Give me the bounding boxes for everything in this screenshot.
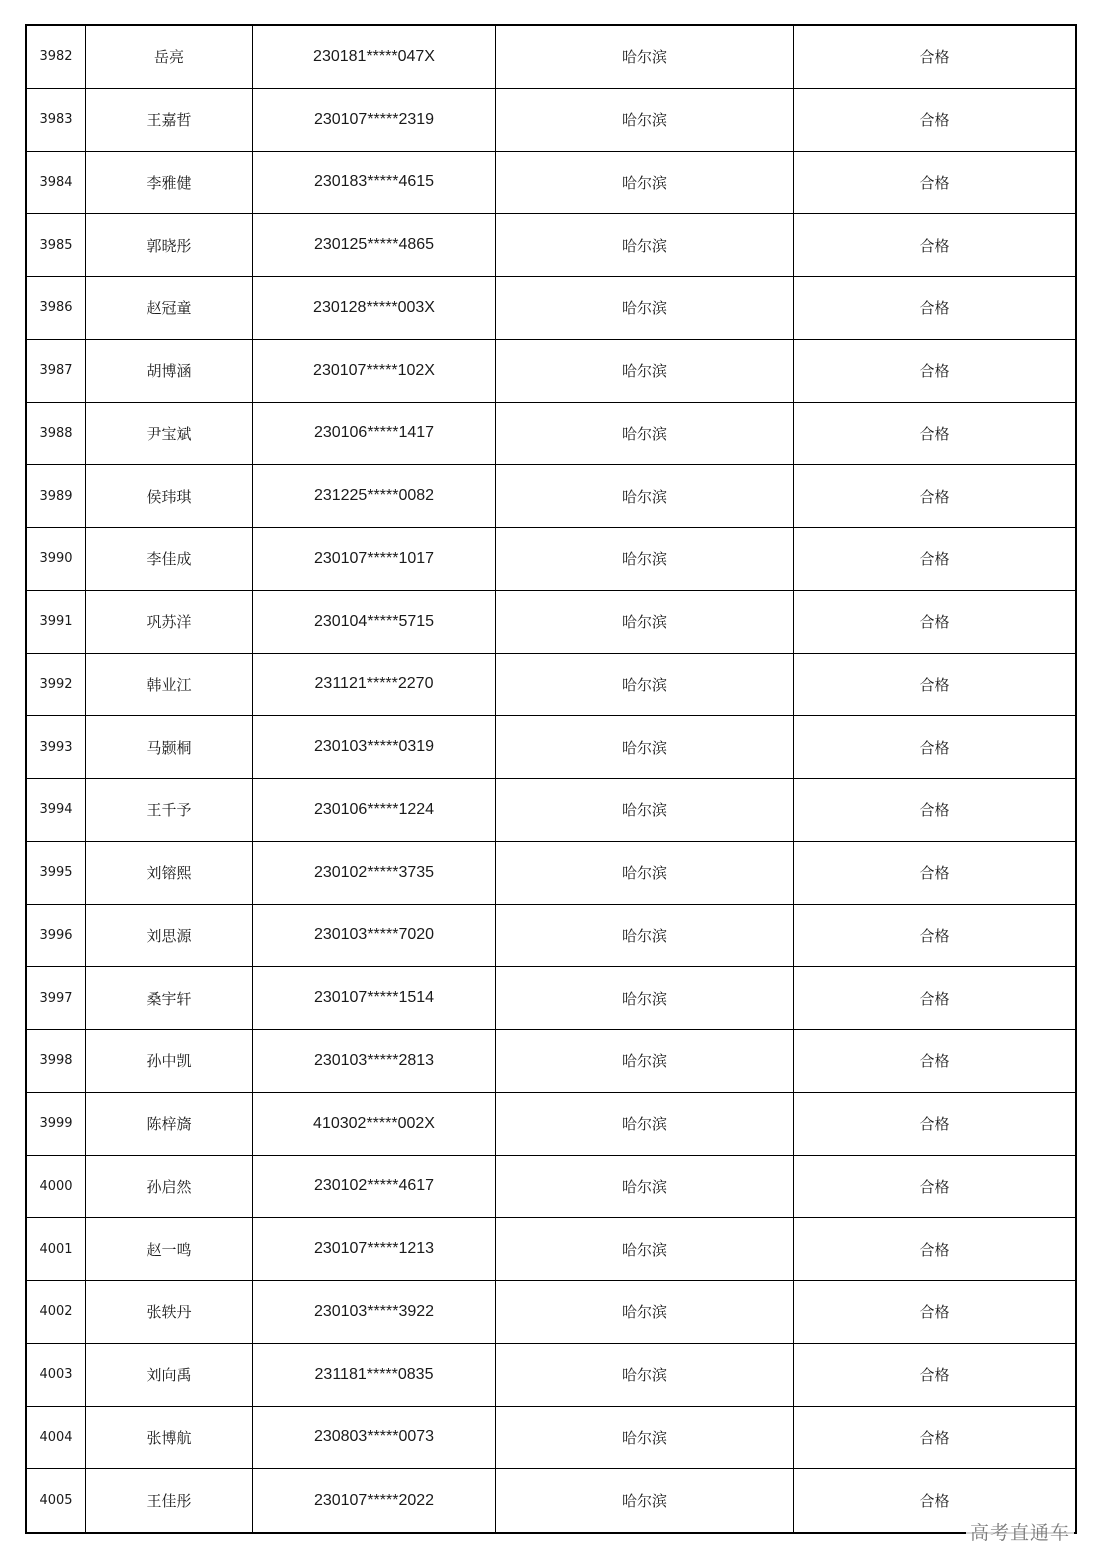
- row-number-cell: 4005: [27, 1469, 86, 1532]
- city-cell: 哈尔滨: [496, 1469, 794, 1532]
- row-number-cell: 3988: [27, 403, 86, 465]
- row-number-cell: 3999: [27, 1093, 86, 1155]
- id-number-cell: 230103*****2813: [253, 1030, 496, 1092]
- name-cell: 刘镕熙: [86, 842, 253, 904]
- table-row: [27, 842, 1075, 905]
- id-number-cell: 230181*****047X: [253, 26, 496, 88]
- id-number-cell: 230106*****1224: [253, 779, 496, 841]
- row-number-cell: 3987: [27, 340, 86, 402]
- id-number-cell: 230106*****1417: [253, 403, 496, 465]
- table-row: [27, 26, 1075, 89]
- id-number-cell: 230803*****0073: [253, 1407, 496, 1469]
- table-row: [27, 89, 1075, 152]
- result-cell: 合格: [919, 989, 950, 1008]
- city-cell: 哈尔滨: [496, 528, 794, 590]
- table-row: [27, 340, 1075, 403]
- row-number-cell: 3997: [27, 967, 86, 1029]
- city-cell: 哈尔滨: [496, 277, 794, 339]
- name-cell: 王佳彤: [86, 1469, 253, 1532]
- city-cell: 哈尔滨: [496, 214, 794, 276]
- result-cell: 合格: [919, 48, 950, 67]
- id-number-cell: 230103*****3922: [253, 1281, 496, 1343]
- result-cell: 合格: [919, 1303, 950, 1322]
- name-cell: 侯玮琪: [86, 465, 253, 527]
- name-cell: 李佳成: [86, 528, 253, 590]
- row-number-cell: 3989: [27, 465, 86, 527]
- name-cell: 陈梓旖: [86, 1093, 253, 1155]
- table-row: [27, 654, 1075, 717]
- result-cell: 合格: [919, 236, 950, 255]
- result-cell: 合格: [919, 1240, 950, 1259]
- row-number-cell: 3994: [27, 779, 86, 841]
- id-number-cell: 230107*****2022: [253, 1469, 496, 1532]
- row-number-cell: 4004: [27, 1407, 86, 1469]
- city-cell: 哈尔滨: [496, 465, 794, 527]
- name-cell: 李雅健: [86, 152, 253, 214]
- row-number-cell: 3995: [27, 842, 86, 904]
- result-cell: 合格: [919, 1115, 950, 1134]
- city-cell: 哈尔滨: [496, 340, 794, 402]
- result-cell: 合格: [919, 362, 950, 381]
- table-row: [27, 1030, 1075, 1093]
- result-cell: 合格: [919, 111, 950, 130]
- name-cell: 岳亮: [86, 26, 253, 88]
- row-number-cell: 3990: [27, 528, 86, 590]
- city-cell: 哈尔滨: [496, 779, 794, 841]
- result-cell: 合格: [919, 738, 950, 757]
- name-cell: 孙中凯: [86, 1030, 253, 1092]
- result-cell: 合格: [919, 1366, 950, 1385]
- table-row: [27, 1469, 1075, 1532]
- result-cell: 合格: [919, 487, 950, 506]
- id-number-cell: 230102*****3735: [253, 842, 496, 904]
- name-cell: 桑宇轩: [86, 967, 253, 1029]
- name-cell: 王嘉哲: [86, 89, 253, 151]
- id-number-cell: 410302*****002X: [253, 1093, 496, 1155]
- table-row: [27, 1218, 1075, 1281]
- table-row: [27, 967, 1075, 1030]
- row-number-cell: 3983: [27, 89, 86, 151]
- row-number-cell: 3992: [27, 654, 86, 716]
- result-cell: 合格: [919, 1177, 950, 1196]
- id-number-cell: 230125*****4865: [253, 214, 496, 276]
- city-cell: 哈尔滨: [496, 403, 794, 465]
- name-cell: 张博航: [86, 1407, 253, 1469]
- result-cell: 合格: [919, 926, 950, 945]
- city-cell: 哈尔滨: [496, 1344, 794, 1406]
- id-number-cell: 231181*****0835: [253, 1344, 496, 1406]
- city-cell: 哈尔滨: [496, 842, 794, 904]
- city-cell: 哈尔滨: [496, 1218, 794, 1280]
- table-row: [27, 1156, 1075, 1219]
- row-number-cell: 3984: [27, 152, 86, 214]
- city-cell: 哈尔滨: [496, 26, 794, 88]
- results-table: [25, 24, 1077, 1534]
- table-row: [27, 905, 1075, 968]
- table-row: [27, 1344, 1075, 1407]
- result-cell: 合格: [919, 1052, 950, 1071]
- row-number-cell: 3986: [27, 277, 86, 339]
- name-cell: 张轶丹: [86, 1281, 253, 1343]
- table-row: [27, 465, 1075, 528]
- name-cell: 刘向禹: [86, 1344, 253, 1406]
- city-cell: 哈尔滨: [496, 89, 794, 151]
- id-number-cell: 230103*****0319: [253, 716, 496, 778]
- city-cell: 哈尔滨: [496, 716, 794, 778]
- name-cell: 胡博涵: [86, 340, 253, 402]
- city-cell: 哈尔滨: [496, 967, 794, 1029]
- name-cell: 刘思源: [86, 905, 253, 967]
- id-number-cell: 230107*****2319: [253, 89, 496, 151]
- city-cell: 哈尔滨: [496, 1407, 794, 1469]
- id-number-cell: 230104*****5715: [253, 591, 496, 653]
- name-cell: 王千予: [86, 779, 253, 841]
- result-cell: 合格: [919, 424, 950, 443]
- name-cell: 赵一鸣: [86, 1218, 253, 1280]
- name-cell: 郭晓彤: [86, 214, 253, 276]
- table-row: [27, 403, 1075, 466]
- result-cell: 合格: [919, 801, 950, 820]
- name-cell: 韩业江: [86, 654, 253, 716]
- id-number-cell: 230183*****4615: [253, 152, 496, 214]
- row-number-cell: 3993: [27, 716, 86, 778]
- table-row: [27, 1093, 1075, 1156]
- id-number-cell: 230107*****1514: [253, 967, 496, 1029]
- table-row: [27, 591, 1075, 654]
- id-number-cell: 231225*****0082: [253, 465, 496, 527]
- table-row: [27, 716, 1075, 779]
- id-number-cell: 230107*****1213: [253, 1218, 496, 1280]
- table-row: [27, 1281, 1075, 1344]
- row-number-cell: 4000: [27, 1156, 86, 1218]
- id-number-cell: 231121*****2270: [253, 654, 496, 716]
- result-cell: 合格: [919, 173, 950, 192]
- row-number-cell: 4001: [27, 1218, 86, 1280]
- result-cell: 合格: [919, 613, 950, 632]
- name-cell: 孙启然: [86, 1156, 253, 1218]
- name-cell: 马颢桐: [86, 716, 253, 778]
- row-number-cell: 3982: [27, 26, 86, 88]
- city-cell: 哈尔滨: [496, 1156, 794, 1218]
- id-number-cell: 230103*****7020: [253, 905, 496, 967]
- city-cell: 哈尔滨: [496, 1030, 794, 1092]
- result-cell: 合格: [919, 1428, 950, 1447]
- row-number-cell: 3996: [27, 905, 86, 967]
- table-row: [27, 152, 1075, 215]
- table-row: [27, 214, 1075, 277]
- city-cell: 哈尔滨: [496, 152, 794, 214]
- name-cell: 巩苏洋: [86, 591, 253, 653]
- id-number-cell: 230102*****4617: [253, 1156, 496, 1218]
- city-cell: 哈尔滨: [496, 591, 794, 653]
- table-row: [27, 779, 1075, 842]
- city-cell: 哈尔滨: [496, 1281, 794, 1343]
- table-row: [27, 1407, 1075, 1470]
- city-cell: 哈尔滨: [496, 1093, 794, 1155]
- row-number-cell: 4003: [27, 1344, 86, 1406]
- id-number-cell: 230107*****1017: [253, 528, 496, 590]
- result-cell: 合格: [919, 1492, 950, 1511]
- watermark: 高考直通车: [966, 1516, 1074, 1547]
- name-cell: 尹宝斌: [86, 403, 253, 465]
- id-number-cell: 230107*****102X: [253, 340, 496, 402]
- row-number-cell: 3998: [27, 1030, 86, 1092]
- id-number-cell: 230128*****003X: [253, 277, 496, 339]
- result-cell: 合格: [919, 864, 950, 883]
- row-number-cell: 4002: [27, 1281, 86, 1343]
- table-row: [27, 528, 1075, 591]
- city-cell: 哈尔滨: [496, 905, 794, 967]
- row-number-cell: 3985: [27, 214, 86, 276]
- row-number-cell: 3991: [27, 591, 86, 653]
- name-cell: 赵冠童: [86, 277, 253, 339]
- result-cell: 合格: [919, 550, 950, 569]
- city-cell: 哈尔滨: [496, 654, 794, 716]
- result-cell: 合格: [919, 675, 950, 694]
- result-cell: 合格: [919, 299, 950, 318]
- table-row: [27, 277, 1075, 340]
